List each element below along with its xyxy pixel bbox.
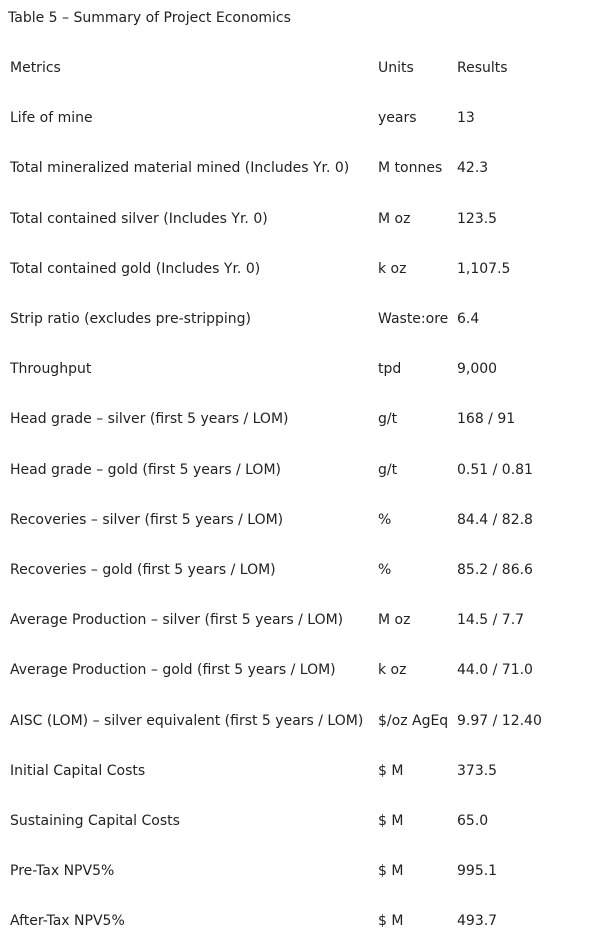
metric-cell: Pre-Tax NPV5% bbox=[10, 863, 115, 880]
units-cell: % bbox=[378, 511, 392, 528]
units-cell: M oz bbox=[378, 210, 411, 227]
units-cell: $ M bbox=[378, 762, 404, 779]
result-cell: 84.4 / 82.8 bbox=[457, 511, 533, 528]
header-units: Units bbox=[378, 60, 414, 77]
result-cell: 168 / 91 bbox=[457, 411, 516, 428]
metric-cell: Sustaining Capital Costs bbox=[10, 812, 180, 829]
table-row bbox=[10, 545, 589, 595]
units-cell: $ M bbox=[378, 812, 404, 829]
table-row bbox=[10, 796, 589, 846]
result-cell: 42.3 bbox=[457, 160, 489, 177]
metric-cell: Average Production – silver (first 5 years / LOM) bbox=[10, 612, 344, 629]
units-cell: g/t bbox=[378, 461, 398, 478]
result-cell: 44.0 / 71.0 bbox=[457, 662, 533, 679]
table-row bbox=[10, 194, 589, 244]
result-cell: 14.5 / 7.7 bbox=[457, 612, 525, 629]
metric-cell: AISC (LOM) – silver equivalent (first 5 years / LOM) bbox=[10, 712, 364, 729]
table-row bbox=[10, 344, 589, 394]
metric-cell: Recoveries – silver (first 5 years / LOM) bbox=[10, 511, 284, 528]
result-cell: 493.7 bbox=[457, 913, 498, 930]
result-cell: 13 bbox=[457, 110, 475, 127]
economics-table bbox=[10, 43, 589, 946]
result-cell: 1,107.5 bbox=[457, 260, 511, 277]
result-cell: 9,000 bbox=[457, 361, 498, 378]
units-cell: $ M bbox=[378, 913, 404, 930]
units-cell: $/oz AgEq bbox=[378, 712, 449, 729]
units-cell: Waste:ore bbox=[378, 311, 449, 328]
result-cell: 995.1 bbox=[457, 863, 498, 880]
metric-cell: Head grade – silver (first 5 years / LOM) bbox=[10, 411, 289, 428]
header-metrics: Metrics bbox=[10, 60, 61, 77]
metric-cell: Average Production – gold (first 5 years / LOM) bbox=[10, 662, 336, 679]
table-row bbox=[10, 746, 589, 796]
table-row bbox=[10, 495, 589, 545]
result-cell: 123.5 bbox=[457, 210, 498, 227]
metric-cell: Initial Capital Costs bbox=[10, 762, 146, 779]
result-cell: 373.5 bbox=[457, 762, 498, 779]
result-cell: 0.51 / 0.81 bbox=[457, 461, 533, 478]
result-cell: 85.2 / 86.6 bbox=[457, 561, 533, 578]
result-cell: 9.97 / 12.40 bbox=[457, 712, 542, 729]
table-row bbox=[10, 445, 589, 495]
units-cell: % bbox=[378, 561, 392, 578]
metric-cell: Head grade – gold (first 5 years / LOM) bbox=[10, 461, 281, 478]
table-row bbox=[10, 896, 589, 946]
units-cell: g/t bbox=[378, 411, 398, 428]
units-cell: M oz bbox=[378, 612, 411, 629]
units-cell: $ M bbox=[378, 863, 404, 880]
result-cell: 6.4 bbox=[457, 311, 480, 328]
metric-cell: Throughput bbox=[10, 361, 92, 378]
result-cell: 65.0 bbox=[457, 812, 489, 829]
metric-cell: Total contained gold (Includes Yr. 0) bbox=[10, 260, 261, 277]
metric-cell: Strip ratio (excludes pre-stripping) bbox=[10, 311, 251, 328]
units-cell: years bbox=[378, 110, 417, 127]
table-row bbox=[10, 294, 589, 344]
metric-cell: Total contained silver (Includes Yr. 0) bbox=[10, 210, 268, 227]
table-row bbox=[10, 595, 589, 645]
table-row bbox=[10, 846, 589, 896]
header-results: Results bbox=[457, 60, 508, 77]
table-row bbox=[10, 93, 589, 143]
table-caption: Table 5 – Summary of Project Economics bbox=[8, 10, 291, 26]
metric-cell: Life of mine bbox=[10, 110, 93, 127]
metric-cell: After-Tax NPV5% bbox=[10, 913, 125, 930]
metric-cell: Total mineralized material mined (Includes Yr. 0) bbox=[10, 160, 350, 177]
table-header-row bbox=[10, 43, 589, 93]
metric-cell: Recoveries – gold (first 5 years / LOM) bbox=[10, 561, 276, 578]
table-row bbox=[10, 695, 589, 745]
table-row bbox=[10, 645, 589, 695]
units-cell: tpd bbox=[378, 361, 402, 378]
units-cell: M tonnes bbox=[378, 160, 443, 177]
table-row bbox=[10, 244, 589, 294]
table-row bbox=[10, 394, 589, 444]
table-row bbox=[10, 143, 589, 193]
units-cell: k oz bbox=[378, 662, 407, 679]
units-cell: k oz bbox=[378, 260, 407, 277]
